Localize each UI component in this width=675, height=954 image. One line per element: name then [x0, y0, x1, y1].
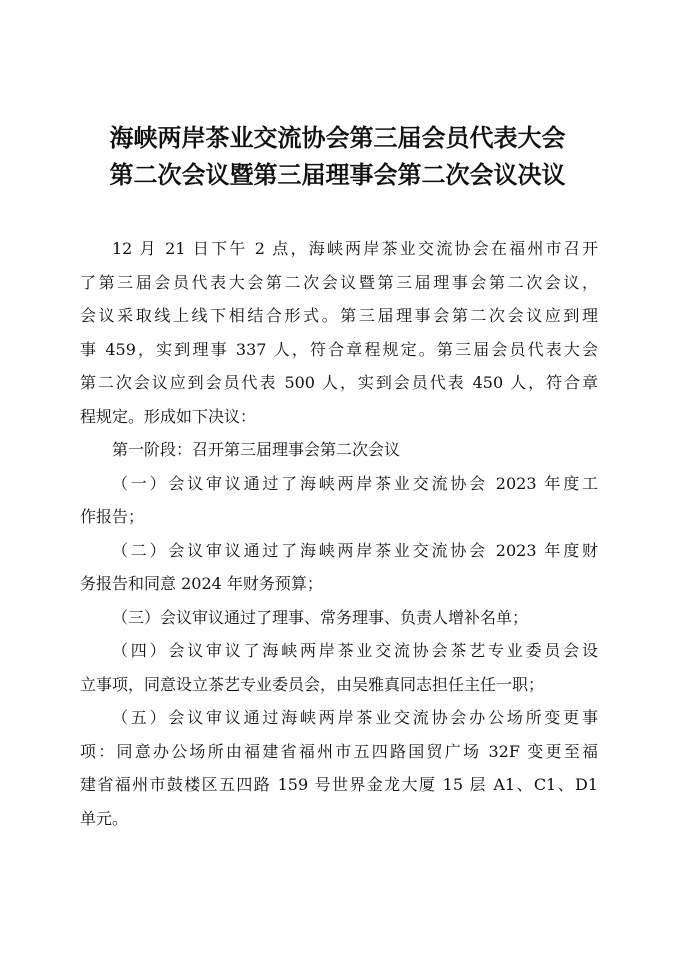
- text-line: 立事项，同意设立茶艺专业委员会，由吴雅真同志担任主任一职；: [80, 674, 545, 694]
- text-line: （四）会议审议了海峡两岸茶业交流协会茶艺专业委员会设: [112, 641, 598, 660]
- text-line: （二）会议审议通过了海峡两岸茶业交流协会 2023 年度财: [112, 540, 598, 560]
- paragraph-stage-heading: [80, 433, 598, 467]
- text-line: 第一阶段：召开第三届理事会第二次会议: [112, 440, 401, 459]
- title-line-1: 海峡两岸茶业交流协会第三届会员代表大会: [109, 124, 566, 152]
- text-line: 建省福州市鼓楼区五四路 159 号世界金龙大厦 15 层 A1、C1、D1: [80, 775, 598, 794]
- paragraph-item-3: [80, 601, 598, 635]
- paragraph-item-4: [80, 634, 598, 701]
- text-line: 作报告；: [80, 507, 145, 526]
- text-line: （五）会议审议通过海峡两岸茶业交流协会办公场所变更事: [112, 708, 598, 727]
- paragraph-intro: [80, 232, 598, 433]
- text-line: 单元。: [80, 808, 129, 828]
- text-line: （三）会议审议通过了理事、常务理事、负责人增补名单；: [112, 607, 529, 627]
- text-line: 会议采取线上线下相结合形式。第三届理事会第二次会议应到理: [80, 306, 598, 325]
- document-title: [0, 120, 675, 194]
- text-line: 第二次会议应到会员代表 500 人，实到会员代表 450 人，符合章: [80, 373, 598, 392]
- text-line: 了第三届会员代表大会第二次会议暨第三届理事会第二次会议，: [80, 272, 598, 292]
- title-line-2: 第二次会议暨第三届理事会第二次会议决议: [109, 161, 566, 189]
- document-body: [80, 232, 598, 835]
- text-line: （一）会议审议通过了海峡两岸茶业交流协会 2023 年度工: [112, 473, 598, 493]
- paragraph-item-2: [80, 534, 598, 601]
- text-line: 程规定。形成如下决议：: [80, 406, 257, 426]
- paragraph-item-1: [80, 467, 598, 534]
- text-line: 事 459，实到理事 337 人，符合章程规定。第三届会员代表大会: [80, 339, 598, 359]
- text-line: 务报告和同意 2024 年财务预算；: [80, 574, 323, 593]
- paragraph-item-5: [80, 701, 598, 835]
- text-line: 项：同意办公场所由福建省福州市五四路国贸广场 32F 变更至福: [80, 741, 598, 761]
- text-line: 12 月 21 日下午 2 点，海峡两岸茶业交流协会在福州市召开: [112, 239, 598, 258]
